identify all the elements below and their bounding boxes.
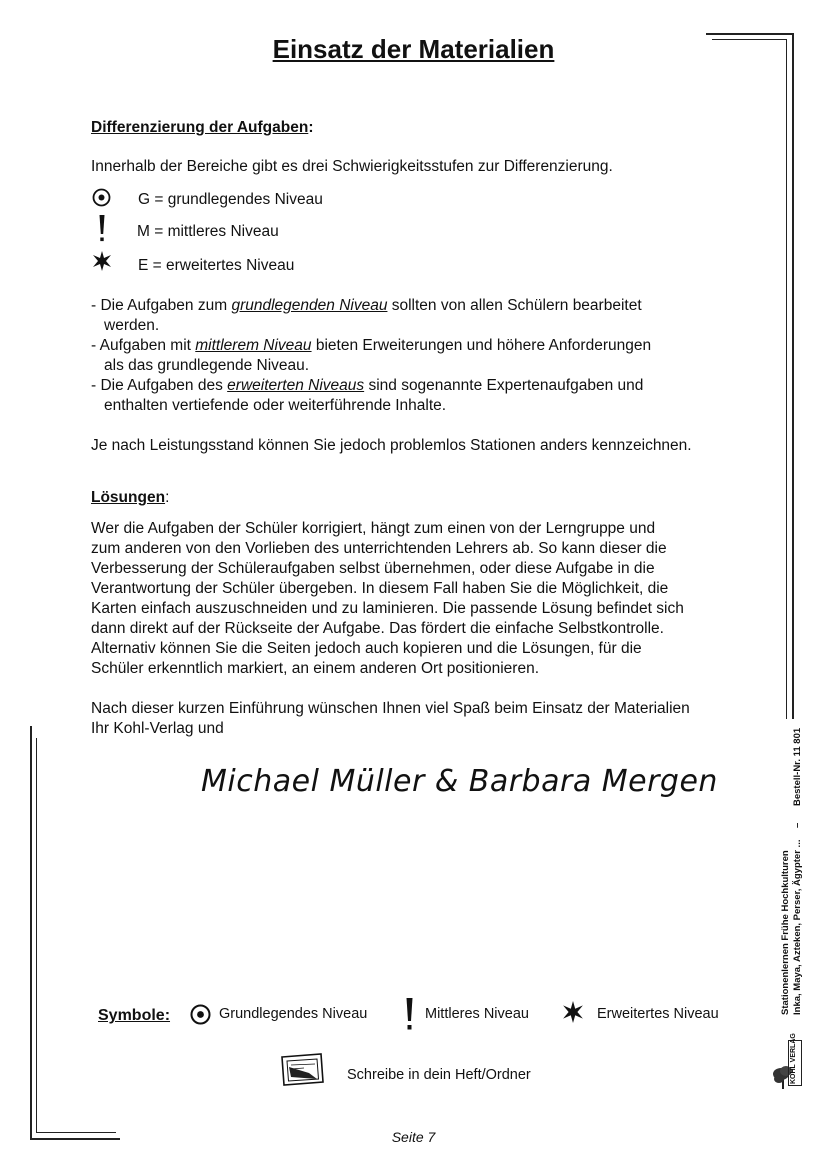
- logo-text: KOHL VERLAG: [790, 1033, 797, 1084]
- frame-bottom-left-v2: [36, 738, 37, 1132]
- signature: Michael Müller & Barbara Mergen: [201, 764, 718, 799]
- level-g-text: G = grundlegendes Niveau: [138, 191, 323, 208]
- diff-intro: Innerhalb der Bereiche gibt es drei Schwierigkeitsstufen zur Differenzierung.: [91, 158, 613, 175]
- page-title: Einsatz der Materialien: [272, 34, 555, 64]
- bullet-3-post: sind sogenannte Expertenaufgaben und: [364, 377, 644, 394]
- solutions-heading: [91, 488, 169, 508]
- bullet-2-emphasis: mittlerem Niveau: [195, 337, 312, 354]
- solutions-line: Alternativ können Sie die Seiten jedoch auch kopieren und die Lösungen, für die: [91, 640, 642, 657]
- level-e-text: E = erweitertes Niveau: [138, 257, 295, 274]
- diff-heading: [91, 118, 313, 138]
- exclamation-icon: [98, 215, 106, 243]
- closing-line-1: Nach dieser kurzen Einführung wünschen Ihnen viel Spaß beim Einsatz der Materialien: [91, 700, 690, 717]
- symbol-m-label: Mittleres Niveau: [425, 1006, 529, 1022]
- level-m-text: M = mittleres Niveau: [137, 223, 279, 240]
- exclamation-icon: [405, 998, 414, 1031]
- bullet-1-post: sollten von allen Schülern bearbeitet: [387, 297, 642, 314]
- symbols-label: Symbole:: [98, 1007, 171, 1024]
- diff-heading-colon: :: [308, 119, 314, 136]
- bullet-3-pre: - Die Aufgaben des: [91, 377, 228, 394]
- solutions-heading-colon: :: [165, 489, 170, 506]
- solutions-paragraph: [91, 519, 684, 679]
- notebook-icon: [279, 1053, 325, 1087]
- star-icon: [92, 251, 112, 271]
- solutions-line: dann direkt auf der Rückseite der Aufgabe. Das fördert die einfache Selbstkontrolle.: [91, 620, 664, 637]
- target-icon: [92, 188, 111, 207]
- bullet-3-line-2: enthalten vertiefende oder weiterführende Inhalte.: [104, 397, 447, 414]
- frame-top-right-v2: [792, 33, 794, 719]
- bullet-2-line-2: als das grundlegende Niveau.: [104, 357, 310, 374]
- solutions-line: Karten einfach auszuschneiden und zu laminieren. Die passende Lösung befindet sich: [91, 600, 684, 617]
- solutions-line: Wer die Aufgaben der Schüler korrigiert, hängt zum einen von der Lerngruppe und: [91, 520, 656, 537]
- solutions-line: Verantwortung der Schüler übergeben. In diesem Fall haben Sie die Möglichkeit, die: [91, 580, 669, 597]
- bullet-2-post: bieten Erweiterungen und höhere Anforderungen: [311, 337, 652, 354]
- bullet-2-line-1: [91, 336, 651, 356]
- star-icon: [562, 1001, 584, 1023]
- bullet-3-line-1: [91, 376, 643, 396]
- frame-bottom-left-v1: [30, 726, 32, 1138]
- symbol-e-label: Erweitertes Niveau: [597, 1006, 719, 1022]
- diff-note: Je nach Leistungsstand können Sie jedoch problemlos Stationen anders kennzeichnen.: [91, 437, 692, 454]
- symbol-g-label: Grundlegendes Niveau: [219, 1006, 368, 1022]
- bullet-3-emphasis: erweiterten Niveaus: [227, 377, 365, 394]
- diff-heading-text: Differenzierung der Aufgaben: [91, 119, 309, 136]
- page-number: Seite 7: [391, 1129, 436, 1145]
- solutions-line: Schüler erkenntlich markiert, an einem anderen Ort positionieren.: [91, 660, 540, 677]
- target-icon: [190, 1004, 211, 1025]
- sidebar-title: Stationenlernen Frühe Hochkulturen: [780, 850, 791, 1015]
- solutions-line: Verbesserung der Schüleraufgaben selbst übernehmen, oder diese Aufgabe in die: [91, 560, 655, 577]
- solutions-line: zum anderen von den Vorlieben des unterrichtenden Lehrers ab. So kann dieser die: [91, 540, 667, 557]
- bullet-1-pre: - Die Aufgaben zum: [91, 297, 232, 314]
- bullet-1-line-2: werden.: [104, 317, 160, 334]
- bullet-2-pre: - Aufgaben mit: [91, 337, 196, 354]
- bullet-1-emphasis: grundlegenden Niveau: [231, 297, 388, 314]
- notebook-label: Schreibe in dein Heft/Ordner: [347, 1067, 531, 1083]
- solutions-heading-text: Lösungen: [91, 489, 166, 506]
- sidebar-order-number: Bestell-Nr. 11 801: [792, 727, 803, 806]
- frame-top-right-v1: [786, 39, 787, 719]
- bullet-1-line-1: [91, 296, 642, 316]
- closing-line-2: Ihr Kohl-Verlag und: [91, 720, 224, 737]
- logo-box: [788, 1033, 802, 1086]
- sidebar-subtitle: Inka, Maya, Azteken, Perser, Ägypter ...: [792, 839, 803, 1015]
- sidebar-separator: –: [792, 822, 803, 828]
